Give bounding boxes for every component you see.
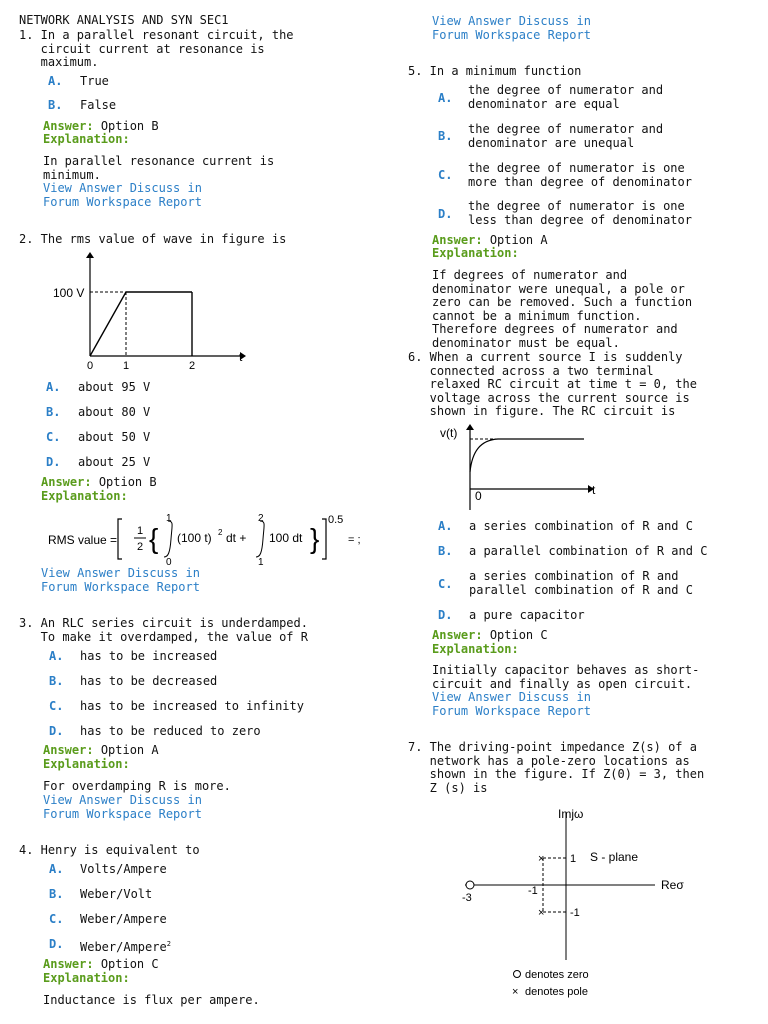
q3-option-a-text[interactable]: has to be increased [80, 649, 218, 663]
q6-option-b-letter[interactable]: B. [438, 544, 453, 558]
q6-option-d-letter[interactable]: D. [438, 608, 453, 622]
q6-option-a-text[interactable]: a series combination of R and C [469, 519, 693, 533]
q2-waveform-figure [50, 250, 243, 372]
formula-integrand-2: 100 dt [269, 531, 303, 545]
formula-lower-2: 1 [258, 557, 264, 568]
q5-option-b-letter[interactable]: B. [438, 129, 453, 143]
formula-integrand-1: (100 t) [177, 531, 212, 545]
q5-option-d-text[interactable]: the degree of numerator is one less than degree of denominator [468, 199, 692, 227]
q3-answer [43, 744, 159, 758]
formula-upper-2: 2 [258, 513, 264, 524]
q4-answer [43, 958, 159, 972]
q2-option-a-text[interactable]: about 95 V [78, 380, 151, 394]
q5-answer-value: Option A [489, 233, 548, 247]
q2-rms-formula [46, 513, 376, 569]
question-1-stem: 1. In a parallel resonant circuit, the circuit current at resonance is maximum. [19, 28, 294, 69]
q5-explanation-label: Explanation: [432, 246, 519, 260]
q6-option-b-text[interactable]: a parallel combination of R and C [469, 544, 708, 558]
formula-upper-1: 1 [166, 513, 172, 524]
q2-option-b-text[interactable]: about 80 V [78, 405, 151, 419]
q3-option-c-letter[interactable]: C. [49, 699, 64, 713]
q2-option-b-letter[interactable]: B. [46, 405, 61, 419]
q6-explanation: Initially capacitor behaves as short- circuit and finally as open circuit. [432, 663, 700, 691]
question-5-stem: 5. In a minimum function [408, 64, 582, 78]
legend-pole-marker: × [512, 986, 519, 998]
answer-label: Answer: [43, 119, 94, 133]
q7-pole-zero-figure [455, 800, 705, 1005]
q1-links-line2[interactable]: Forum Workspace Report [43, 195, 202, 209]
q6-answer [432, 629, 548, 643]
q5-option-a-text[interactable]: the degree of numerator and denominator are equal [468, 83, 664, 111]
formula-sq: 2 [218, 528, 223, 537]
page-header: NETWORK ANALYSIS AND SYN SEC1 [19, 13, 229, 27]
q1-explanation-label: Explanation: [43, 132, 130, 146]
q4-option-b-text[interactable]: Weber/Volt [80, 887, 153, 901]
q2-explanation-label: Explanation: [41, 489, 128, 503]
q1-links-line1[interactable]: View Answer Discuss in [43, 181, 202, 195]
q3-answer-value: Option A [100, 743, 159, 757]
answer-label: Answer: [43, 743, 94, 757]
q5-option-d-letter[interactable]: D. [438, 207, 453, 221]
formula-right-brace: } [310, 523, 320, 554]
q6-links-line1[interactable]: View Answer Discuss in [432, 690, 591, 704]
q3-explanation-label: Explanation: [43, 757, 130, 771]
question-7-stem: 7. The driving-point impedance Z(s) of a network has a pole-zero locations as shown in the figure. If Z(0) = 3, then Z (s) is [408, 740, 705, 795]
q2-links-line1[interactable]: View Answer Discuss in [41, 566, 200, 580]
q1-option-b-text[interactable]: False [80, 98, 117, 112]
q2-x-tick-1: 1 [123, 360, 130, 372]
q4-option-a-text[interactable]: Volts/Ampere [80, 862, 167, 876]
legend-zero-marker [514, 971, 521, 978]
pole-marker-upper: × [538, 853, 545, 865]
formula-half-num: 1 [137, 525, 144, 537]
q1-option-b-letter[interactable]: B. [48, 98, 63, 112]
q1-option-a-letter[interactable]: A. [48, 74, 63, 88]
q7-plane-label: S - plane [590, 850, 639, 864]
q2-x-tick-0: 0 [87, 360, 94, 372]
q2-x-axis-label: t [239, 350, 243, 364]
q4-explanation-label: Explanation: [43, 971, 130, 985]
q3-option-b-letter[interactable]: B. [49, 674, 64, 688]
q6-x-axis-label: t [592, 483, 596, 497]
q2-links-line2[interactable]: Forum Workspace Report [41, 580, 200, 594]
q2-option-d-letter[interactable]: D. [46, 455, 61, 469]
q7-tick-m3: -3 [462, 892, 472, 904]
q4-option-c-text[interactable]: Weber/Ampere [80, 912, 167, 926]
q7-tick-1: 1 [570, 853, 577, 865]
q6-y-label: v(t) [440, 426, 458, 440]
question-4-stem: 4. Henry is equivalent to [19, 843, 200, 857]
q6-links-line2[interactable]: Forum Workspace Report [432, 704, 591, 718]
q2-y-label: 100 V [53, 286, 85, 300]
question-6-stem: 6. When a current source I is suddenly connected across a two terminal relaxed RC circuit at time t = 0, the voltage across the current source is shown in figure. The RC circuit is [408, 350, 697, 418]
q2-answer-value: Option B [98, 475, 157, 489]
formula-tail: = ; [348, 534, 361, 546]
q3-option-c-text[interactable]: has to be increased to infinity [80, 699, 304, 713]
question-3-stem: 3. An RLC series circuit is underdamped. To make it overdamped, the value of R [19, 616, 308, 644]
q7-legend-pole: denotes pole [525, 986, 588, 998]
q3-option-b-text[interactable]: has to be decreased [80, 674, 218, 688]
q3-option-d-letter[interactable]: D. [49, 724, 64, 738]
q6-origin-label: 0 [475, 489, 482, 503]
q2-option-c-letter[interactable]: C. [46, 430, 61, 444]
formula-left-brace: { [149, 523, 159, 554]
q4-option-d-sup: 2 [166, 940, 171, 948]
q3-option-d-text[interactable]: has to be reduced to zero [80, 724, 261, 738]
q1-explanation: In parallel resonance current is minimum. [43, 154, 275, 182]
q3-links-line1[interactable]: View Answer Discuss in [43, 793, 202, 807]
q3-links-line2[interactable]: Forum Workspace Report [43, 807, 202, 821]
q7-tick-m1x: -1 [528, 885, 538, 897]
answer-label: Answer: [432, 233, 483, 247]
q4-option-c-letter[interactable]: C. [49, 912, 64, 926]
q7-re-label: Reσ [661, 878, 684, 892]
q2-option-d-text[interactable]: about 25 V [78, 455, 151, 469]
zero-marker [466, 881, 474, 889]
q6-option-d-text[interactable]: a pure capacitor [469, 608, 585, 622]
q4-explanation: Inductance is flux per ampere. [43, 993, 260, 1007]
q7-tick-m1: -1 [570, 907, 580, 919]
q3-option-a-letter[interactable]: A. [49, 649, 64, 663]
q3-explanation: For overdamping R is more. [43, 779, 231, 793]
q7-im-label: Imjω [558, 807, 584, 821]
q7-legend-zero: denotes zero [525, 969, 589, 981]
q5-option-b-text[interactable]: the degree of numerator and denominator are unequal [468, 122, 664, 150]
q6-voltage-figure [438, 422, 608, 512]
q5-explanation: If degrees of numerator and denominator were unequal, a pole or zero can be removed. Such a function cannot be a minimum function. Therefore degrees of numerator and denominator must be equal. [432, 268, 693, 350]
q2-option-a-letter[interactable]: A. [46, 380, 61, 394]
formula-half-den: 2 [137, 541, 144, 553]
formula-dt: dt + [226, 531, 247, 545]
top-links-line2[interactable]: Forum Workspace Report [432, 28, 591, 42]
question-2-stem: 2. The rms value of wave in figure is [19, 232, 287, 246]
q4-option-a-letter[interactable]: A. [49, 862, 64, 876]
q1-answer-value: Option B [100, 119, 159, 133]
q5-option-a-letter[interactable]: A. [438, 91, 453, 105]
formula-lhs: RMS value = [48, 533, 118, 547]
q4-option-d-main: Weber/Ampere [80, 940, 167, 954]
q6-option-a-letter[interactable]: A. [438, 519, 453, 533]
q5-option-c-text[interactable]: the degree of numerator is one more than degree of denominator [468, 161, 692, 189]
answer-label: Answer: [43, 957, 94, 971]
q4-option-d-text[interactable] [80, 938, 171, 955]
pole-marker-lower: × [538, 907, 545, 919]
formula-power: 0.5 [328, 514, 344, 526]
q4-option-d-letter[interactable]: D. [49, 937, 64, 951]
q6-option-c-letter[interactable]: C. [438, 577, 453, 591]
q4-option-b-letter[interactable]: B. [49, 887, 64, 901]
q4-answer-value: Option C [100, 957, 159, 971]
q2-option-c-text[interactable]: about 50 V [78, 430, 151, 444]
q6-answer-value: Option C [489, 628, 548, 642]
q6-explanation-label: Explanation: [432, 642, 519, 656]
top-links-line1[interactable]: View Answer Discuss in [432, 14, 591, 28]
answer-label: Answer: [432, 628, 483, 642]
q2-x-tick-2: 2 [189, 360, 196, 372]
q2-answer [41, 476, 157, 490]
formula-lower-1: 0 [166, 557, 172, 568]
answer-label: Answer: [41, 475, 92, 489]
q5-option-c-letter[interactable]: C. [438, 168, 453, 182]
q6-option-c-text[interactable]: a series combination of R and parallel combination of R and C [469, 569, 693, 597]
q1-option-a-text[interactable]: True [80, 74, 109, 88]
